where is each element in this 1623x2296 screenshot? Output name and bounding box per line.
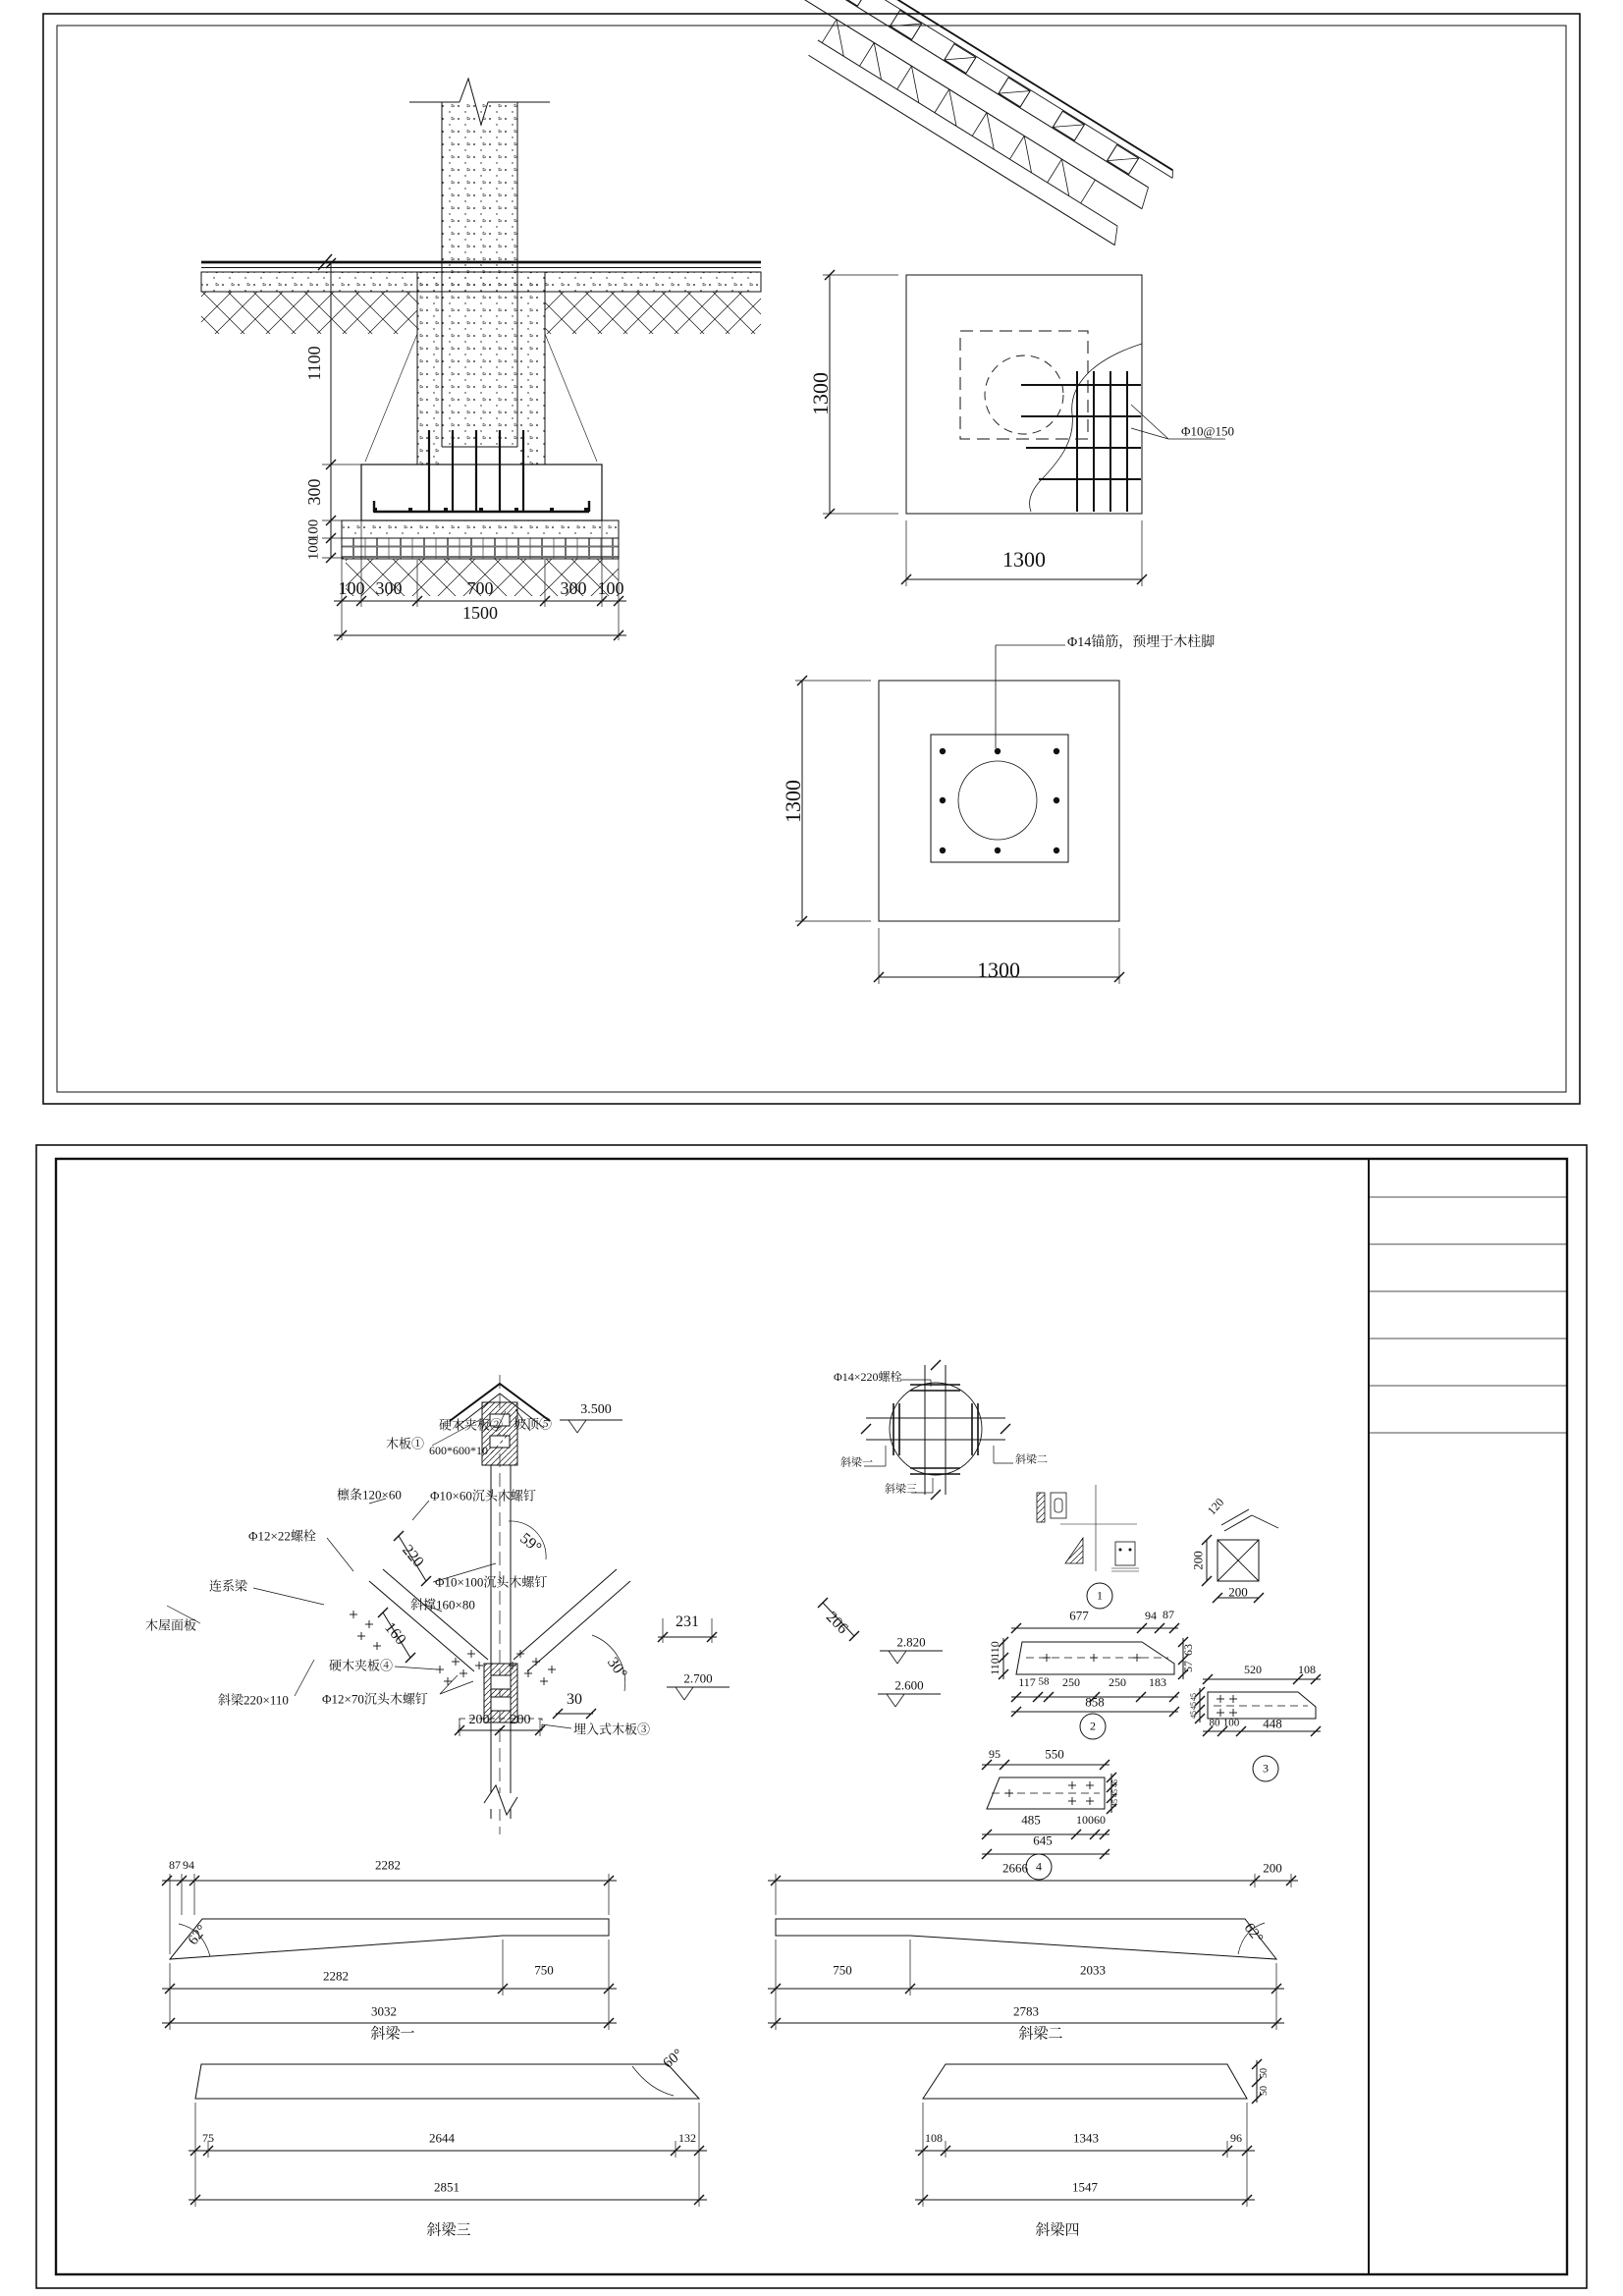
beam2-dim-2666: 2666 <box>1002 1860 1028 1876</box>
detail2-dim-110a: 110 <box>988 1641 1001 1659</box>
plan2-dim-h: 1300 <box>977 957 1020 982</box>
boltplan-lbl-beam2: 斜梁二 <box>1015 1453 1048 1466</box>
detail4-dim-645: 645 <box>1033 1832 1053 1848</box>
roof-lbl-purlin: 檩条120×60 <box>337 1487 402 1503</box>
beam4-dim-96: 96 <box>1230 2131 1242 2145</box>
detail3-dim-520: 520 <box>1244 1663 1262 1676</box>
roof-lbl-ridge-5: 坡顶⑤ <box>514 1416 553 1432</box>
beam4-dim-108: 108 <box>925 2131 943 2145</box>
plan1-dim-v: 1300 <box>808 372 833 415</box>
beam1-dim-87: 87 <box>169 1858 181 1872</box>
roof-lbl-embedded-board-3: 埋入式木板③ <box>573 1722 651 1737</box>
boltplan-lbl-beam3: 斜梁三 <box>885 1483 917 1496</box>
detail3-dim-80: 80 <box>1209 1717 1220 1729</box>
section-dim-100a: 100 <box>305 519 322 542</box>
roof-dim-206: 206 <box>822 1609 851 1638</box>
section-dim-300-right: 300 <box>560 578 587 598</box>
roof-dim-160: 160 <box>381 1619 409 1649</box>
detail2-number: 2 <box>1080 1714 1107 1740</box>
detail1-number: 1 <box>1087 1583 1113 1610</box>
beam3-dim-132: 132 <box>678 2131 696 2145</box>
section-dim-300: 300 <box>304 478 324 506</box>
detail4-dim-45c: 45 <box>1110 1799 1119 1807</box>
detail-dim-120: 120 <box>1204 1495 1227 1518</box>
detail3-dim-100: 100 <box>1222 1717 1240 1729</box>
beam2-dim-2033: 2033 <box>1080 1962 1106 1978</box>
roof-level-2820: 2.820 <box>896 1634 926 1650</box>
beam3-title: 斜梁三 <box>426 2222 471 2239</box>
roof-dim-200a: 200 <box>468 1713 490 1727</box>
beam4-dim-1547: 1547 <box>1072 2179 1098 2195</box>
beam1-dim-62: 62° <box>185 1922 211 1948</box>
beam4-title: 斜梁四 <box>1035 2222 1080 2239</box>
detail3-dim-45c: 45 <box>1189 1711 1198 1719</box>
roof-dim-220: 220 <box>399 1542 427 1571</box>
roof-lbl-brace: 斜撑160×80 <box>410 1597 475 1613</box>
detail4-dim-100: 100 <box>1076 1813 1094 1827</box>
section-dim-100-right: 100 <box>597 578 624 598</box>
detail3-dim-108: 108 <box>1298 1663 1316 1676</box>
beam1-dim-750: 750 <box>534 1962 554 1978</box>
detail2-dim-57: 57 <box>1181 1661 1195 1672</box>
detail4-number: 4 <box>1026 1854 1053 1881</box>
roof-dim-231: 231 <box>676 1613 699 1630</box>
detail-sq-dim-200h: 200 <box>1228 1584 1248 1600</box>
detail2-dim-250b: 250 <box>1109 1675 1126 1689</box>
roof-lbl-wood-board-1: 木板① <box>386 1436 425 1451</box>
detail4-dim-45b: 45 <box>1110 1789 1119 1797</box>
roof-dim-30: 30 <box>567 1691 582 1708</box>
section-dim-100-left: 100 <box>338 578 365 598</box>
boltplan-lbl-beam1: 斜梁一 <box>840 1456 873 1469</box>
beam3-dim-2644: 2644 <box>429 2130 455 2146</box>
detail4-dim-485: 485 <box>1021 1812 1041 1828</box>
roof-dim-30deg: 30° <box>604 1654 630 1682</box>
beam3-dim-75: 75 <box>202 2131 214 2145</box>
plan1-rebar-note: Φ10@150 <box>1181 423 1234 439</box>
roof-lbl-hardwood-plate-4: 硬木夹板④ <box>329 1658 394 1673</box>
section-dim-1500: 1500 <box>462 603 498 623</box>
roof-lbl-screw-10x60: Φ10×60沉头木螺钉 <box>430 1488 536 1503</box>
detail4-dim-95: 95 <box>989 1747 1001 1761</box>
plan2-anchor-note: Φ14锚筋，预埋于木柱脚 <box>1067 635 1216 650</box>
beam3-dim-2851: 2851 <box>434 2179 460 2195</box>
detail3-dim-45b: 45 <box>1189 1702 1198 1710</box>
beam2-dim-2783: 2783 <box>1013 2003 1039 2019</box>
detail2-dim-250a: 250 <box>1062 1675 1080 1689</box>
roof-level-3500: 3.500 <box>580 1402 612 1417</box>
beam1-dim-2282m: 2282 <box>323 1968 349 1984</box>
roof-lbl-screw-10x100: Φ10×100沉头木螺钉 <box>435 1574 548 1590</box>
detail2-dim-58: 58 <box>1038 1675 1050 1688</box>
detail2-dim-110b: 110 <box>988 1658 1001 1675</box>
detail3-dim-45a: 45 <box>1189 1693 1198 1701</box>
plan2-dim-v: 1300 <box>781 780 805 823</box>
detail3-dim-448: 448 <box>1263 1716 1282 1731</box>
beam3-dim-60: 60° <box>660 2046 686 2072</box>
beam1-dim-3032: 3032 <box>371 2003 397 2019</box>
detail2-dim-858: 858 <box>1085 1694 1105 1710</box>
plan1-dim-h: 1300 <box>1002 547 1046 572</box>
beam4-dim-50b: 50 <box>1259 2086 1270 2096</box>
roof-lbl-bolt-12x22: Φ12×22螺栓 <box>248 1528 316 1544</box>
roof-lbl-tie-beam: 连系梁 <box>209 1578 248 1594</box>
beam4-dim-1343: 1343 <box>1073 2130 1099 2146</box>
beam1-dim-94: 94 <box>183 1858 194 1872</box>
section-dim-700: 700 <box>466 578 494 598</box>
roof-lbl-rafter: 斜梁220×110 <box>218 1692 289 1708</box>
beam2-dim-750: 750 <box>833 1962 852 1978</box>
section-dim-100b: 100 <box>305 537 322 561</box>
boltplan-lbl-bolt: Φ14×220螺栓 <box>834 1370 902 1384</box>
detail2-dim-94: 94 <box>1145 1609 1157 1622</box>
roof-lbl-screw-12x70: Φ12×70沉头木螺钉 <box>322 1691 428 1707</box>
beam2-dim-200: 200 <box>1263 1860 1282 1876</box>
roof-dim-59: 59° <box>516 1530 545 1558</box>
detail2-dim-87: 87 <box>1163 1608 1174 1621</box>
detail2-dim-63: 63 <box>1181 1644 1195 1656</box>
roof-lbl-roof-deck: 木屋面板 <box>145 1617 197 1633</box>
detail2-dim-183: 183 <box>1149 1675 1166 1689</box>
detail-sq-dim-200v: 200 <box>1190 1551 1206 1570</box>
detail2-dim-677: 677 <box>1069 1608 1089 1623</box>
roof-lbl-600: 600*600*10 <box>429 1444 488 1457</box>
beam2-dim-62: 62° <box>1240 1920 1267 1946</box>
beam1-dim-2282t: 2282 <box>375 1857 401 1873</box>
roof-dim-200b: 200 <box>510 1713 531 1727</box>
beam2-title: 斜梁二 <box>1018 2026 1063 2043</box>
section-dim-1100: 1100 <box>304 346 324 381</box>
roof-lbl-hardwood-plate-2: 硬木夹板② <box>439 1417 504 1433</box>
roof-level-2600: 2.600 <box>894 1677 924 1693</box>
beam4-dim-50a: 50 <box>1259 2068 1270 2078</box>
detail3-number: 3 <box>1253 1756 1279 1782</box>
roof-level-2700: 2.700 <box>683 1670 713 1686</box>
section-dim-300-left: 300 <box>375 578 403 598</box>
beam1-title: 斜梁一 <box>370 2026 415 2043</box>
detail4-dim-550: 550 <box>1045 1746 1064 1762</box>
detail2-dim-117: 117 <box>1018 1675 1036 1689</box>
detail4-dim-60: 60 <box>1094 1813 1106 1827</box>
detail4-dim-45a: 45 <box>1110 1779 1119 1787</box>
